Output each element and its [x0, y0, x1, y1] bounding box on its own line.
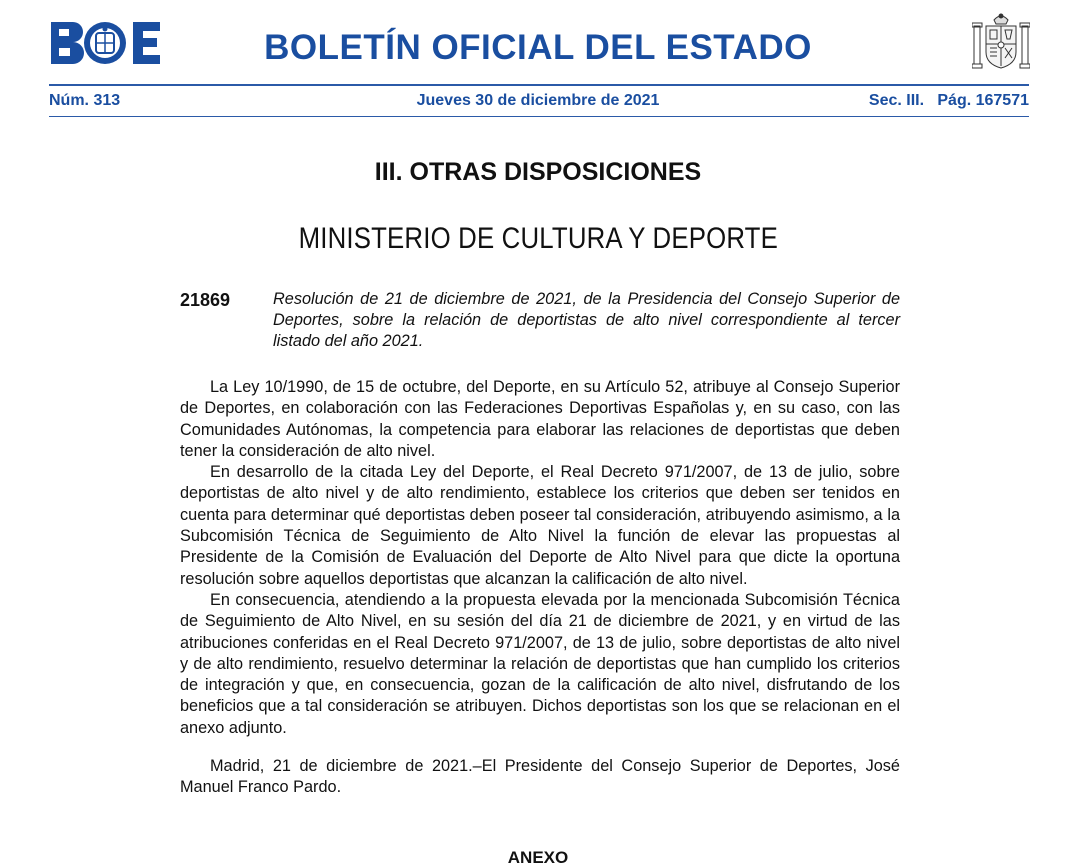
- boe-logo: [49, 20, 162, 71]
- resolution-title: Resolución de 21 de diciembre de 2021, de la Presidencia del Consejo Superior de Deportes, sobre la relación de deportistas de alto nivel correspondiente al tercer listado del año 2021.: [273, 290, 900, 350]
- annex-heading: ANEXO: [507, 848, 569, 867]
- section-heading: III. OTRAS DISPOSICIONES: [374, 158, 702, 186]
- paragraph: En desarrollo de la citada Ley del Deporte, el Real Decreto 971/2007, de 13 de julio, sobre deportistas de alto nivel y de alto rendimiento, establece los criterios que deben ser tenidos en cuenta para determinar qué deportistas deben poseer tal consideración, atribuyendo asimismo, a la Subcomisión Técnica de Seguimiento de Alto Nivel la función de elevar las propuestas al Presidente de la Comisión de Evaluación del Deporte de Alto Nivel para que dicte la oportuna resolución sobre aquellos deportistas que alcanzan la calificación de alto nivel.: [180, 463, 900, 588]
- resolution-number: 21869: [180, 290, 231, 310]
- section-page: Sec. III. Pág. 167571: [868, 92, 1029, 109]
- document-body: [180, 377, 900, 799]
- paragraph: En consecuencia, atendiendo a la propuesta elevada por la mencionada Subcomisión Técnica de Seguimiento de Alto Nivel, en su sesión del día 21 de diciembre de 2021, y en virtud de las atribuciones conferidas en el Real Decreto 971/2007, de 13 de julio, sobre deportistas de alto nivel y de alto rendimiento, resuelvo determinar la relación de deportistas que han cumplido los criterios de integración y que, en consecuencia, gozan de la calificación de alto nivel, disfrutando de los beneficios que a tal consideración se atribuyen. Dichos deportistas son los que se relacionan en el anexo adjunto.: [180, 590, 900, 737]
- signature: Madrid, 21 de diciembre de 2021.–El Presidente del Consejo Superior de Deportes, José Manuel Franco Pardo.: [180, 757, 900, 797]
- page-header: [0, 0, 1076, 120]
- issue-date: Jueves 30 de diciembre de 2021: [416, 92, 660, 109]
- header-rule: [49, 84, 1029, 86]
- issue-number: Núm. 313: [49, 92, 121, 109]
- page-title: BOLETÍN OFICIAL DEL ESTADO: [264, 28, 812, 67]
- header-rule-bottom: [49, 116, 1029, 117]
- paragraph: La Ley 10/1990, de 15 de octubre, del Deporte, en su Artículo 52, atribuye al Consejo Superior de Deportes, en colaboración con las Federaciones Deportivas Españolas y, en su caso, con las Comunidades Autónomas, la competencia para elaborar las relaciones de deportistas que deben tener la consideración de alto nivel.: [180, 378, 900, 460]
- coat-of-arms-icon: [972, 12, 1030, 77]
- ministry-heading: MINISTERIO DE CULTURA Y DEPORTE: [298, 222, 778, 255]
